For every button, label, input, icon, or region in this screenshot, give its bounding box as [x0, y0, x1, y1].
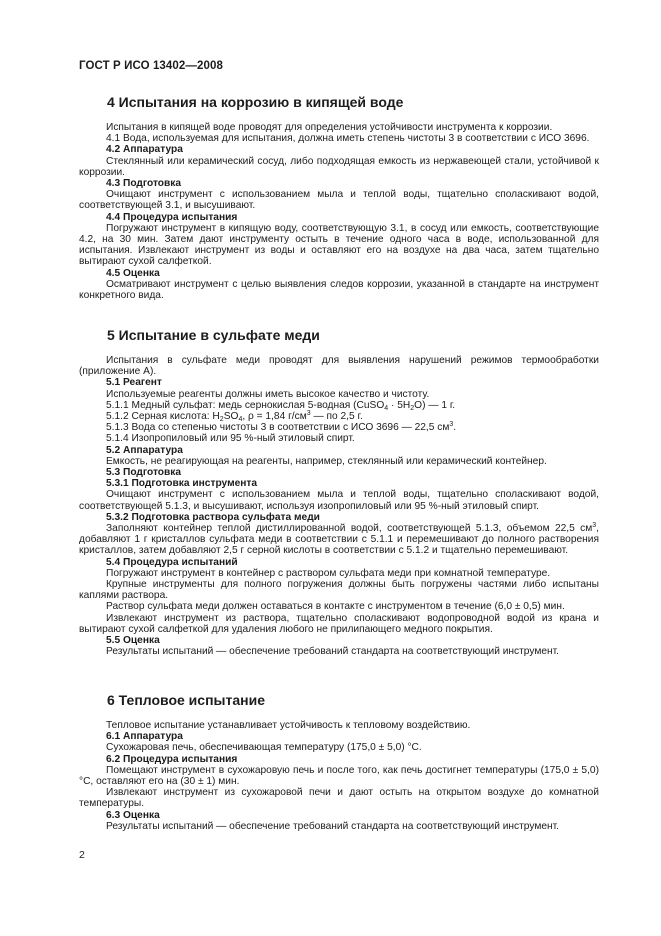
- paragraph: Осматривают инструмент с целью выявления следов коррозии, указанной в стандарте на инструмент конкретного вида.: [79, 278, 599, 302]
- subsection-heading: 6.3 Оценка: [106, 809, 160, 821]
- paragraph: Испытания в сульфате меди проводят для выявления нарушений режимов термообработки (приложение А).: [79, 355, 599, 378]
- paragraph: Тепловое испытание устанавливает устойчивость к тепловому воздействию.: [106, 720, 471, 731]
- subsection-heading: 5.3.2 Подготовка раствора сульфата меди: [106, 511, 320, 523]
- paragraph: Емкость, не реагирующая на реагенты, например, стеклянный или керамический контейнер.: [106, 455, 547, 467]
- paragraph: 4.1 Вода, используемая для испытания, должна иметь степень чистоты 3 в соответствии с ИСО 3696.: [106, 133, 590, 145]
- document-header: ГОСТ Р ИСО 13402—2008: [79, 60, 224, 72]
- formula-line: 5.1.2 Серная кислота: $H_2SO_4$, ρ = 1,84 $г/см^3$ — по 2,5 г.: [106, 410, 363, 424]
- paragraph: Крупные инструменты для полного погружения должны быть погружены частями либо испытаны каплями раствора.: [79, 579, 599, 602]
- paragraph: Помещают инструмент в сухожаровую печь и после того, как печь достигнет температуры (175,0 ± 5,0) °С, оставляют его на (30 ± 1) мин.: [79, 764, 599, 788]
- section-6: [79, 692, 599, 832]
- section-5-title: 5 Испытание в сульфате меди: [107, 327, 320, 343]
- subsection-heading: 5.1 Реагент: [106, 377, 162, 389]
- paragraph: Стеклянный или керамический сосуд, либо подходящая емкость из нержавеющей стали, устойчивой к коррозии.: [79, 155, 599, 178]
- subsection-heading: 5.2 Аппаратура: [106, 444, 183, 456]
- paragraph: Испытания в кипящей воде проводят для определения устойчивости инструмента к коррозии.: [106, 122, 553, 133]
- subsection-heading: 5.5 Оценка: [106, 635, 160, 647]
- paragraph: Извлекают инструмент из раствора, тщательно споласкивают водопроводной водой из крана и вытирают сухой салфеткой для удаления любого не прилипающего медного покрытия.: [79, 612, 599, 635]
- paragraph: Сухожаровая печь, обеспечивающая температуру (175,0 ± 5,0) °С.: [106, 742, 422, 754]
- paragraph: Очищают инструмент с использованием мыла и теплой воды, тщательно споласкивают водой, соответствующей 5.1.3, и высушивают, используя изопропиловый или 95 %-ный этиловый спирт.: [79, 489, 599, 512]
- subsection-heading: 6.2 Процедура испытания: [106, 753, 238, 765]
- section-4: [79, 94, 599, 301]
- formula-line: 5.1.3 Вода со степенью чистоты 3 в соответствии с ИСО 3696 — 22,5 $см^3$.: [106, 421, 457, 434]
- paragraph: Заполняют контейнер теплой дистиллированной водой, соответствующей 5.1.3, объемом 22,5 $см^3$, добавляют 1 г кристаллов сульфата меди в соответствии с 5.1.1 и перемешивают до полного растворения кристаллов, затем добавляют 2,5 г серной кислоты в соответствии с 5.1.2 и тщательно перемешивают.: [79, 522, 599, 557]
- paragraph: Результаты испытаний — обеспечение требований стандарта на соответствующий инструмент.: [106, 646, 559, 658]
- subsection-heading: 4.4 Процедура испытания: [106, 211, 238, 223]
- paragraph: 5.1.4 Изопропиловый или 95 %-ный этиловый спирт.: [106, 433, 355, 445]
- section-5: [79, 327, 599, 657]
- subsection-heading: 5.3 Подготовка: [106, 467, 182, 479]
- subsection-heading: 6.1 Аппаратура: [106, 731, 183, 743]
- subsection-heading: 4.2 Аппаратура: [106, 144, 183, 156]
- section-4-title: 4 Испытания на коррозию в кипящей воде: [107, 94, 404, 110]
- section-6-title: 6 Тепловое испытание: [107, 692, 265, 708]
- section-4-body: [79, 122, 599, 301]
- subsection-heading: 5.4 Процедура испытаний: [106, 556, 238, 568]
- subsection-heading: 4.3 Подготовка: [106, 178, 182, 190]
- paragraph: Погружают инструмент в кипящую воду, соответствующую 3.1, в сосуд или емкость, соответствующие 4.2, на 30 мин. Затем дают инструменту остыть в течение одного часа в воде, использованной для испытания. Извлекают инструмент из воды и оставляют его на воздухе на два часа, затем тщательно вытирают сухой салфеткой.: [79, 222, 599, 268]
- paragraph: Извлекают инструмент из сухожаровой печи и дают остыть на открытом воздухе до комнатной температуры.: [79, 787, 599, 810]
- section-5-body: [79, 355, 599, 657]
- paragraph: Результаты испытаний — обеспечение требований стандарта на соответствующий инструмент.: [106, 820, 559, 832]
- paragraph: Очищают инструмент с использованием мыла и теплой воды, тщательно споласкивают водой, соответствующей 3.1, и высушивают.: [79, 189, 599, 212]
- paragraph: Погружают инструмент в контейнер с раствором сульфата меди при комнатной температуре.: [106, 567, 551, 579]
- subsection-heading: 4.5 Оценка: [106, 267, 160, 279]
- subsection-heading: 5.3.1 Подготовка инструмента: [106, 478, 258, 490]
- section-6-body: [79, 720, 599, 832]
- page-number: 2: [79, 849, 85, 861]
- paragraph: Раствор сульфата меди должен оставаться в контакте с инструментом в течение (6,0 ± 0,5) мин.: [106, 601, 565, 613]
- formula-line: 5.1.1 Медный сульфат: медь сернокислая 5-водная (CuSO$_4$ · $5H_2O$) — 1 г.: [106, 399, 456, 412]
- paragraph: Используемые реагенты должны иметь высокое качество и чистоту.: [106, 388, 430, 400]
